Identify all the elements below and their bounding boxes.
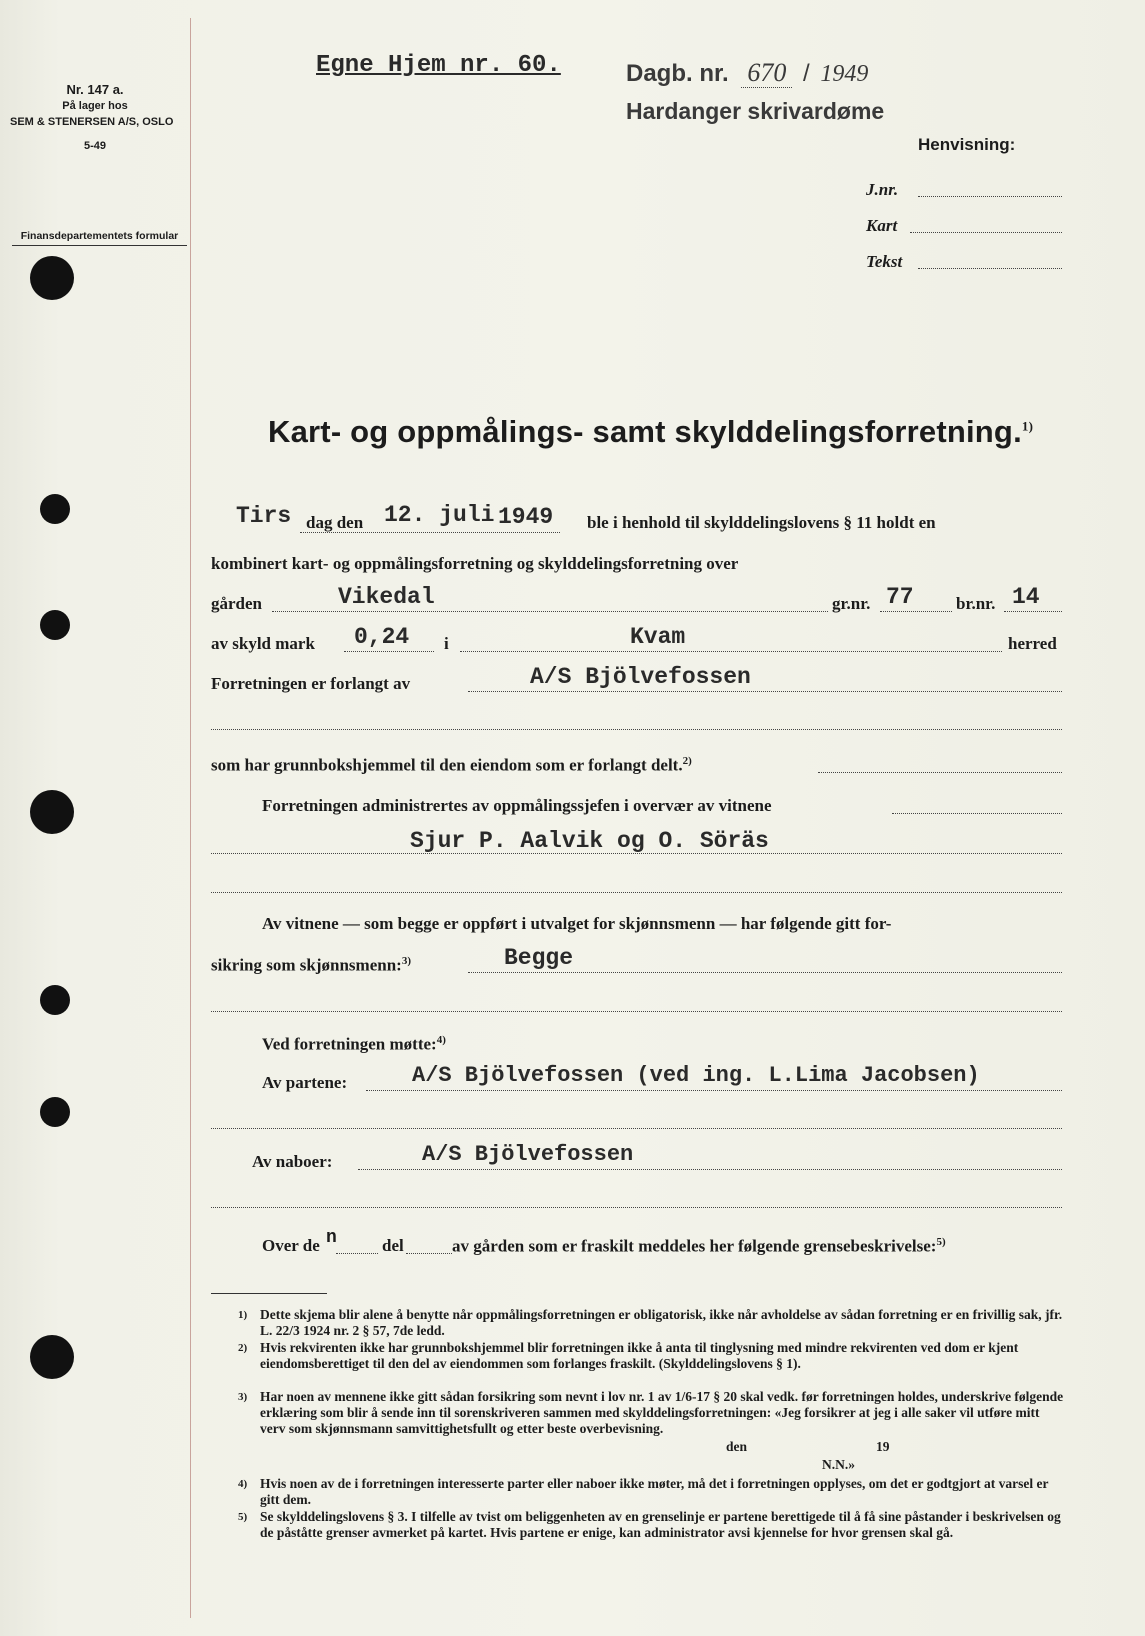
punch-hole [30, 790, 74, 834]
footnote-2 [238, 1340, 1065, 1372]
form-number: Nr. 147 a. [66, 82, 124, 97]
title-text: Kart- og oppmålings- samt skylddelingsforretning. [268, 414, 1022, 449]
footnote-4 [238, 1476, 1065, 1508]
footnote-3 [238, 1389, 1065, 1437]
grnr-field [880, 611, 952, 612]
partene-label: Av partene: [262, 1073, 348, 1092]
dag-den-label: dag den [306, 513, 364, 532]
grunnbok-field [818, 772, 1062, 773]
punch-hole [40, 1097, 70, 1127]
footnote-3-signature: N.N.» [822, 1457, 855, 1472]
forlangt-field [468, 691, 1062, 692]
office-stamp: Hardanger skrivardøme [626, 98, 885, 124]
footnote-number: 5) [238, 1511, 248, 1523]
title-footnote-ref: 1) [1021, 418, 1034, 434]
over-rest [452, 1236, 946, 1257]
edition: 5-49 [83, 140, 107, 152]
witnesses-value: Sjur P. Aalvik og O. Söräs [410, 828, 769, 854]
jnr-field [918, 196, 1062, 197]
admin-field [892, 813, 1062, 814]
footnote-text: Hvis rekvirenten ikke har grunnbokshjemmel blir forretningen ikke å anta til tinglysning med mindre rekvirenten ved dom er kjent eiendomsberettiget til den del av eiendommen som forlanges fraskilt. (Skylddelingslovens § 1). [260, 1340, 1019, 1371]
tekst-label: Tekst [866, 252, 903, 271]
witnesses-field-2 [211, 892, 1062, 893]
admin-text: Forretningen administrertes av oppmålingssjefen i overvær av vitnene [262, 796, 772, 815]
grunnbok-text [211, 755, 692, 776]
footnote-rule [211, 1293, 327, 1294]
year: 1949 [498, 504, 554, 530]
footnote-3-year: 19 [876, 1439, 890, 1454]
footnote-text: Hvis noen av de i forretningen interesserte parter eller naboer ikke møter, må det i forretningen opplyses, om det er godtgjort at varsel er gitt dem. [260, 1476, 1049, 1507]
over-field-1 [336, 1253, 378, 1254]
grunnbok-sentence: som har grunnbokshjemmel til den eiendom som er forlangt delt. [211, 755, 683, 775]
skjonn-label-text: sikring som skjønnsmenn: [211, 955, 402, 975]
footnote-text: Har noen av mennene ikke gitt sådan forsikring som nevnt i lov nr. 1 av 1/6-17 § 20 skal vedk. før forretningen holdes, underskrive følgende erklæring som blir å sende inn til sorenskriveren sammen med skylddelingsforretningen: «Jeg forsikrer at jeg i alle saker vil utføre mitt verv som skjønnsmann samvittighetsfullt og etter beste overbevisning. [260, 1389, 1064, 1436]
naboer-label: Av naboer: [252, 1152, 333, 1171]
herred-field [460, 651, 1002, 652]
forlangt-value: A/S Bjölvefossen [530, 664, 751, 690]
dagbok-stamp [626, 58, 868, 88]
grnr-label: gr.nr. [832, 594, 871, 613]
skyld-label: av skyld mark [211, 634, 315, 653]
skjonn-field [468, 972, 1062, 973]
document-title [268, 414, 1033, 450]
footnote-5 [238, 1509, 1065, 1541]
line2-text: kombinert kart- og oppmålingsforretning og skylddelingsforretning over [211, 554, 739, 573]
partene-value: A/S Bjölvefossen (ved ing. L.Lima Jacobsen) [412, 1063, 980, 1088]
brnr-field [1004, 611, 1062, 612]
punch-hole [40, 985, 70, 1015]
grnr-value: 77 [886, 584, 914, 610]
punch-hole [30, 1335, 74, 1379]
kart-label: Kart [866, 216, 898, 235]
motte-footnote-ref: 4) [436, 1034, 446, 1046]
skyld-field [344, 651, 434, 652]
naboer-field [358, 1169, 1062, 1170]
garden-field [272, 611, 828, 612]
skjonn-line1: Av vitnene — som begge er oppført i utvalget for skjønnsmenn — har følgende gitt for- [262, 914, 892, 933]
herred-label: herred [1008, 634, 1057, 653]
over-rest-text: av gården som er fraskilt meddeles her følgende grensebeskrivelse: [452, 1236, 937, 1256]
brnr-value: 14 [1012, 584, 1040, 610]
punch-hole [40, 610, 70, 640]
motte-text: Ved forretningen møtte: [262, 1034, 437, 1054]
partene-field-2 [211, 1128, 1062, 1129]
over-label: Over de [262, 1236, 320, 1255]
garden-value: Vikedal [338, 584, 435, 610]
dagbok-separator: / [803, 60, 810, 87]
stock-line-2: SEM & STENERSEN A/S, OSLO [10, 116, 174, 128]
punch-hole [40, 494, 70, 524]
motte-label [262, 1034, 446, 1055]
partene-field [366, 1090, 1062, 1091]
brnr-label: br.nr. [956, 594, 996, 613]
date-field [300, 532, 560, 533]
margin-rule [190, 18, 191, 1618]
naboer-value: A/S Bjölvefossen [422, 1142, 634, 1167]
forlangt-field-2 [211, 729, 1062, 730]
punch-hole [30, 256, 74, 300]
form-header [10, 82, 174, 154]
skjonn-value: Begge [504, 945, 574, 971]
skyld-value: 0,24 [354, 624, 410, 650]
dagbok-label: Dagb. nr. [626, 60, 729, 87]
herred-value: Kvam [630, 624, 686, 650]
skjonn-field-2 [211, 1011, 1062, 1012]
egne-hjem-reference: Egne Hjem nr. 60. [316, 52, 561, 79]
over-footnote-ref: 5) [936, 1236, 946, 1248]
jnr-label: J.nr. [866, 180, 899, 199]
footnote-number: 2) [238, 1342, 248, 1354]
i-label: i [444, 634, 449, 653]
footnote-1 [238, 1307, 1065, 1339]
grunnbok-footnote-ref: 2) [682, 755, 692, 767]
footnote-text: Se skylddelingslovens § 3. I tilfelle av tvist om beliggenheten av en grenselinje er partene berettigede til å få sine påstander i beskrivelsen og de påståtte grenser avmerket på kartet. Hvis partene er enige, kan administrator avsi kjennelse for hvor grensen skal gå. [260, 1509, 1061, 1540]
footnote-number: 3) [238, 1391, 248, 1403]
skjonn-footnote-ref: 3) [401, 955, 411, 967]
line1-text: ble i henhold til skylddelingslovens § 11 holdt en [587, 513, 936, 532]
forlangt-label: Forretningen er forlangt av [211, 674, 411, 693]
footnote-number: 4) [238, 1478, 248, 1490]
witnesses-field [211, 853, 1062, 854]
dagbok-number: 670 [741, 58, 792, 88]
henvisning-heading: Henvisning: [918, 135, 1016, 154]
dagbok-year: 1949 [820, 61, 869, 87]
ministry-label: Finansdepartementets formular [12, 228, 187, 246]
skjonn-label [211, 955, 411, 976]
footnote-text: Dette skjema blir alene å benytte når oppmålingsforretningen er obligatorisk, ikke når avholdelse av sådan forretning er en frivillig sak, jfr. L. 22/3 1924 nr. 2 § 57, 7de ledd. [260, 1307, 1063, 1338]
stock-line-1: På lager hos [62, 100, 128, 112]
over-n: n [326, 1228, 337, 1248]
garden-label: gården [211, 594, 262, 613]
footnote-3-den: den [726, 1439, 748, 1454]
over-field-2 [406, 1253, 452, 1254]
kart-field [910, 232, 1062, 233]
footnote-number: 1) [238, 1309, 248, 1321]
date: 12. juli [384, 502, 495, 528]
del-label: del [382, 1236, 404, 1255]
naboer-field-2 [211, 1207, 1062, 1208]
weekday: Tirs [236, 503, 292, 529]
tekst-field [918, 268, 1062, 269]
